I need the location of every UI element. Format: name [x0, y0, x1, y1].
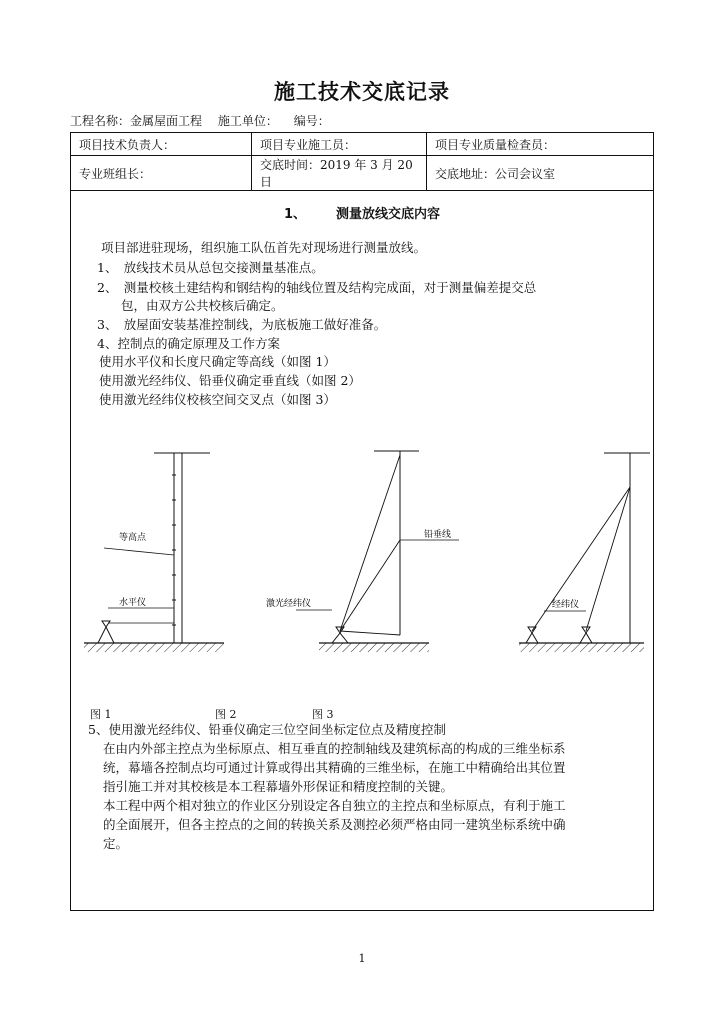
- laser-ray-1: [340, 455, 400, 631]
- paragraph-line: 定。: [103, 836, 129, 851]
- record-number: 编号：: [293, 114, 330, 128]
- figure-3: [519, 453, 650, 652]
- label-laser-theodolite: 激光经纬仪: [266, 599, 312, 609]
- place-cell: 交底地址：公司会议室: [427, 156, 654, 191]
- tech-lead-cell: 项目技术负责人：: [71, 133, 252, 156]
- construction-unit: 施工单位：: [217, 114, 278, 128]
- meta-row: [70, 112, 342, 129]
- list-item: 5、使用激光经纬仪、铅垂仪确定三位空间坐标定位点及精度控制: [88, 722, 446, 737]
- list-item-continuation: 包，由双方公共校核后确定。: [121, 298, 284, 313]
- header-row-1: [71, 133, 654, 156]
- section-title: [0, 203, 724, 222]
- quality-cell: 项目专业质量检查员：: [427, 133, 654, 156]
- paragraph-line: 指引施工并对其校核是本工程幕墙外形保证和精度控制的关键。: [103, 779, 454, 794]
- team-lead-cell: 专业班组长：: [71, 156, 252, 191]
- list-item: 2、 测量校核土建结构和钢结构的轴线位置及结构完成面，对于测量偏差提交总: [97, 280, 537, 295]
- sight-ray-left: [532, 487, 630, 631]
- ground-hatch-3: [519, 643, 644, 652]
- paragraph: 使用激光经纬仪、铅垂仪确定垂直线（如图 2）: [99, 373, 361, 388]
- contour-leader: [104, 548, 174, 555]
- list-item: 3、 放屋面安装基准控制线，为底板施工做好准备。: [97, 317, 387, 332]
- label-plumb-line: 铅垂线: [424, 530, 452, 540]
- list-item: 4、控制点的确定原理及工作方案: [97, 336, 280, 351]
- paragraph-line: 统，幕墙各控制点均可通过计算或得出其精确的三维坐标，在施工中精确给出其位置: [103, 760, 566, 775]
- paragraph: 使用水平仪和长度尺确定等高线（如图 1）: [99, 354, 336, 369]
- paragraph-line: 的全面展开，但各主控点的之间的转换关系及测控必须严格由同一建筑坐标系统中确: [103, 817, 566, 832]
- ground-hatch-1: [84, 643, 224, 652]
- figure-1: [84, 453, 224, 652]
- paragraph-line: 在由内外部主控点为坐标原点、相互垂直的控制轴线及建筑标高的构成的三维坐标系: [103, 741, 566, 756]
- page-number: 1: [358, 952, 366, 965]
- section-number: 1、: [283, 207, 307, 222]
- ground-hatch-2: [319, 643, 429, 652]
- level-instrument-icon: [102, 621, 110, 627]
- constructor-cell: 项目专业施工员：: [252, 133, 427, 156]
- label-theodolite: 经纬仪: [552, 600, 580, 610]
- label-contour-point: 等高点: [119, 533, 147, 543]
- paragraph-line: 本工程中两个相对独立的作业区分别设定各自独立的主控点和坐标原点，有利于施工: [103, 798, 566, 813]
- section-heading: 测量放线交底内容: [336, 207, 441, 222]
- paragraph: 项目部进驻现场，组织施工队伍首先对现场进行测量放线。: [101, 240, 427, 255]
- sight-ray-right: [586, 487, 630, 631]
- caption-figure-2: 图 2: [215, 708, 237, 721]
- list-item: 1、 放线技术员从总包交接测量基准点。: [97, 260, 324, 275]
- survey-diagrams: [74, 445, 664, 720]
- label-level: 水平仪: [119, 598, 147, 608]
- laser-ray-2: [340, 540, 400, 631]
- paragraph: 使用激光经纬仪校核空间交叉点（如图 3）: [99, 392, 336, 407]
- time-cell: 交底时间：2019 年 3 月 20 日: [252, 156, 427, 191]
- theodolite-left-icon: [528, 627, 536, 633]
- caption-figure-3: 图 3: [312, 708, 334, 721]
- laser-ray-3: [340, 631, 400, 635]
- page-title: 施工技术交底记录: [274, 80, 450, 104]
- caption-figure-1: 图 1: [90, 708, 112, 721]
- project-name: 工程名称：金属屋面工程: [70, 114, 203, 128]
- figure-2: [266, 451, 459, 652]
